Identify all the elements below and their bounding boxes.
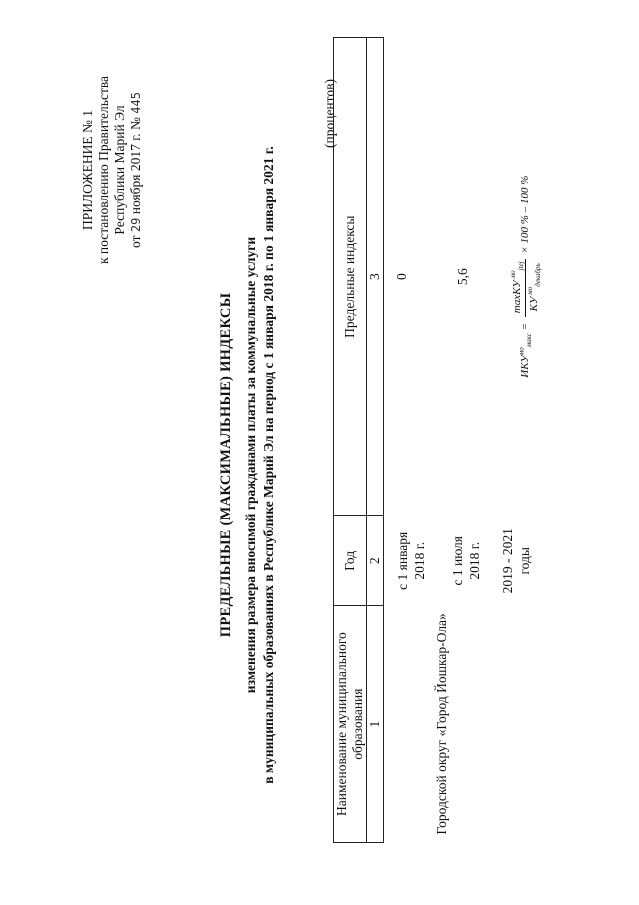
year-line: 2019 - 2021 — [500, 528, 515, 594]
municipality-name: Городской округ «Город Йошкар-Ола» — [434, 613, 449, 835]
index-cell: 5,6 — [455, 268, 470, 286]
year-line: с 1 января — [395, 531, 410, 590]
denominator-sup: мо — [525, 286, 534, 295]
document-subtitle-2: в муниципальных образованиях в Республике Марий Эл на период с 1 января 2018 г. по 1 января 2021 г. — [261, 146, 276, 784]
header-indices: Предельные индексы — [334, 38, 367, 516]
year-cell — [384, 516, 450, 606]
document-title: ПРЕДЕЛЬНЫЕ (МАКСИМАЛЬНЫЕ) ИНДЕКСЫ — [218, 292, 234, 638]
annex-line: к постановлению Правительства — [96, 75, 111, 265]
annex-date — [128, 30, 144, 310]
formula-cell — [499, 38, 569, 516]
formula-tail: × 100 % – 100 % — [518, 175, 531, 254]
header-year: Год — [334, 516, 367, 606]
year-cell — [499, 516, 569, 606]
year-line: 2018 г. — [467, 541, 482, 580]
date-prefix: от — [128, 235, 143, 248]
annex-title: ПРИЛОЖЕНИЕ № 1 — [80, 109, 95, 231]
formula-numerator — [509, 259, 526, 317]
column-number: 2 — [367, 516, 384, 606]
formula-fraction — [509, 259, 542, 317]
denominator-sub: декабрь — [533, 263, 542, 287]
decree-number: 445 — [129, 92, 143, 114]
column-number-row — [367, 38, 384, 843]
year-line: 2018 г. — [412, 541, 427, 580]
header-municipality: Наименование муниципального образования — [334, 606, 367, 843]
column-number: 1 — [367, 606, 384, 843]
column-number: 3 — [367, 38, 384, 516]
index-formula: $ИКУ^{мо}_{макс}$ = maxКУ$^{мо}_{jtej}$ $КУ^{мо}_{декабрь}$ × 100 % – 100 % — [509, 175, 542, 378]
denominator-text: КУ — [527, 296, 540, 312]
numerator-text: maxКУ — [510, 280, 523, 314]
indices-table — [333, 37, 569, 843]
annex-block — [80, 30, 144, 310]
formula-lhs: ИКУ — [518, 355, 531, 378]
numerator-sub: jtej — [516, 261, 525, 271]
year-line: годы — [517, 547, 532, 575]
formula-denominator — [526, 259, 542, 317]
table-row — [384, 38, 450, 843]
formula-sup: мо — [517, 347, 526, 356]
unit-label: (процентов) — [322, 78, 337, 148]
index-cell: 0 — [394, 273, 409, 281]
numerator-sup: мо — [509, 270, 517, 279]
date-day: 29 — [129, 217, 143, 233]
formula-sub: макс — [525, 333, 534, 348]
document-subtitle: изменения размера вносимой гражданами платы за коммунальные услуги — [243, 236, 258, 694]
annex-line: Республики Марий Эл — [112, 105, 127, 235]
year-cell — [449, 516, 499, 606]
date-rest: ноября 2017 г. № — [128, 117, 143, 215]
year-line: с 1 июля — [450, 536, 465, 586]
header-row — [334, 38, 367, 843]
